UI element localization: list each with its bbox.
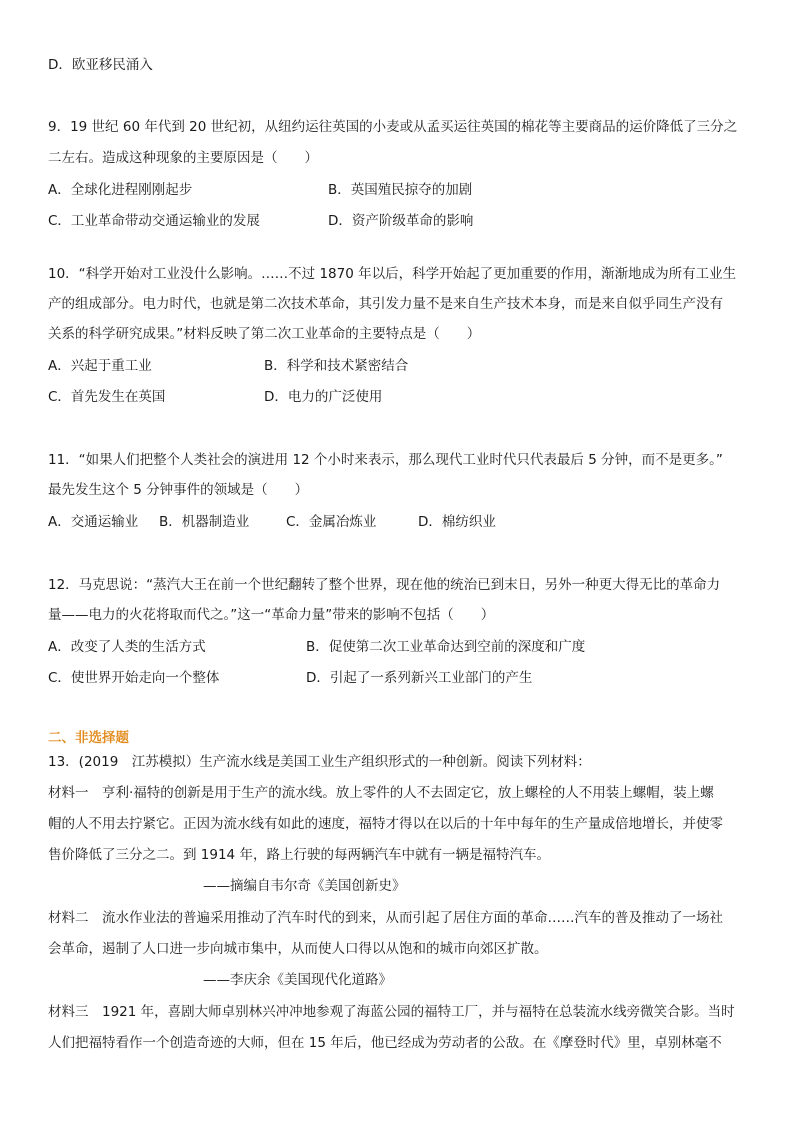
section-title-nonchoice: 二、非选择题: [48, 730, 129, 746]
q13-material1-source: ——摘编自韦尔奇《美国创新史》: [203, 878, 406, 894]
q13-material2-line2: 会革命，遏制了人口进一步向城市集中，从而使人口得以从饱和的城市向郊区扩散。: [48, 941, 548, 957]
q10-option-c: C．首先发生在英国: [48, 389, 166, 405]
q12-option-c: C．使世界开始走向一个整体: [48, 670, 220, 686]
q13-material2-source: ——李庆余《美国现代化道路》: [203, 972, 392, 988]
q10-option-a: A．兴起于重工业: [48, 358, 152, 374]
q11-option-a: A．交通运输业: [48, 514, 139, 530]
q11-stem-line2: 最先发生这个 5 分钟事件的领域是（ ）: [48, 482, 309, 498]
q13-material3-line1: 材料三 1921 年，喜剧大师卓别林兴冲冲地参观了海蓝公园的福特工厂，并与福特在总装流水线旁微笑合影。当时: [48, 1004, 735, 1020]
q12-option-b: B．促使第二次工业革命达到空前的深度和广度: [306, 639, 586, 655]
q9-option-b: B．英国殖民掠夺的加剧: [328, 182, 473, 198]
q10-option-d: D．电力的广泛使用: [264, 389, 383, 405]
q10-stem-line1: 10．“科学开始对工业没什么影响。……不过 1870 年以后，科学开始起了更加重要的作用，渐渐地成为所有工业生: [48, 266, 737, 282]
q13-material3-line2: 人们把福特看作一个创造奇迹的大师，但在 15 年后，他已经成为劳动者的公敌。在《摩登时代》里，卓别林毫不: [48, 1035, 722, 1051]
q13-intro: 13．(2019 江苏模拟）生产流水线是美国工业生产组织形式的一种创新。阅读下列材料：: [48, 754, 591, 770]
q9-option-d: D．资产阶级革命的影响: [328, 213, 474, 229]
q12-stem-line2: 量——电力的火花将取而代之。”这一“革命力量”带来的影响不包括（ ）: [48, 607, 495, 623]
q11-option-b: B．机器制造业: [159, 514, 250, 530]
q11-option-d: D．棉纺织业: [418, 514, 496, 530]
q8-option-d: D．欧亚移民涌入: [48, 57, 153, 73]
q9-stem-line1: 9．19 世纪 60 年代到 20 世纪初，从纽约运往英国的小麦或从孟买运往英国的棉花等主要商品的运价降低了三分之: [48, 119, 738, 135]
q13-material2-line1: 材料二 流水作业法的普遍采用推动了汽车时代的到来，从而引起了居住方面的革命……汽车的普及推动了一场社: [48, 910, 723, 926]
q11-stem-line1: 11．“如果人们把整个人类社会的演进用 12 个小时来表示，那么现代工业时代只代表最后 5 分钟，而不是更多。”: [48, 452, 723, 468]
q12-stem-line1: 12．马克思说：“蒸汽大王在前一个世纪翻转了整个世界，现在他的统治已到末日，另外一种更大得无比的革命力: [48, 577, 721, 593]
q9-option-c: C．工业革命带动交通运输业的发展: [48, 213, 260, 229]
q9-option-a: A．全球化进程刚刚起步: [48, 182, 193, 198]
q11-option-c: C．金属冶炼业: [286, 514, 377, 530]
q12-option-d: D．引起了一系列新兴工业部门的产生: [306, 670, 533, 686]
q10-stem-line2: 产的组成部分。电力时代，也就是第二次技术革命，其引发力量不是来自生产技术本身，而是来自似乎同生产没有: [48, 296, 723, 312]
q10-stem-line3: 关系的科学研究成果。”材料反映了第二次工业革命的主要特点是（ ）: [48, 326, 481, 342]
q10-option-b: B．科学和技术紧密结合: [264, 358, 409, 374]
q13-material1-line3: 售价降低了三分之二。到 1914 年，路上行驶的每两辆汽车中就有一辆是福特汽车。: [48, 847, 550, 863]
q13-material1-line2: 帽的人不用去拧紧它。正因为流水线有如此的速度，福特才得以在以后的十年中每年的生产量成倍地增长，并使零: [48, 816, 723, 832]
q13-material1-line1: 材料一 亨利·福特的创新是用于生产的流水线。放上零件的人不去固定它，放上螺栓的人不用装上螺帽，装上螺: [48, 785, 714, 801]
q12-option-a: A．改变了人类的生活方式: [48, 639, 206, 655]
q9-stem-line2: 二左右。造成这种现象的主要原因是（ ）: [48, 150, 318, 166]
